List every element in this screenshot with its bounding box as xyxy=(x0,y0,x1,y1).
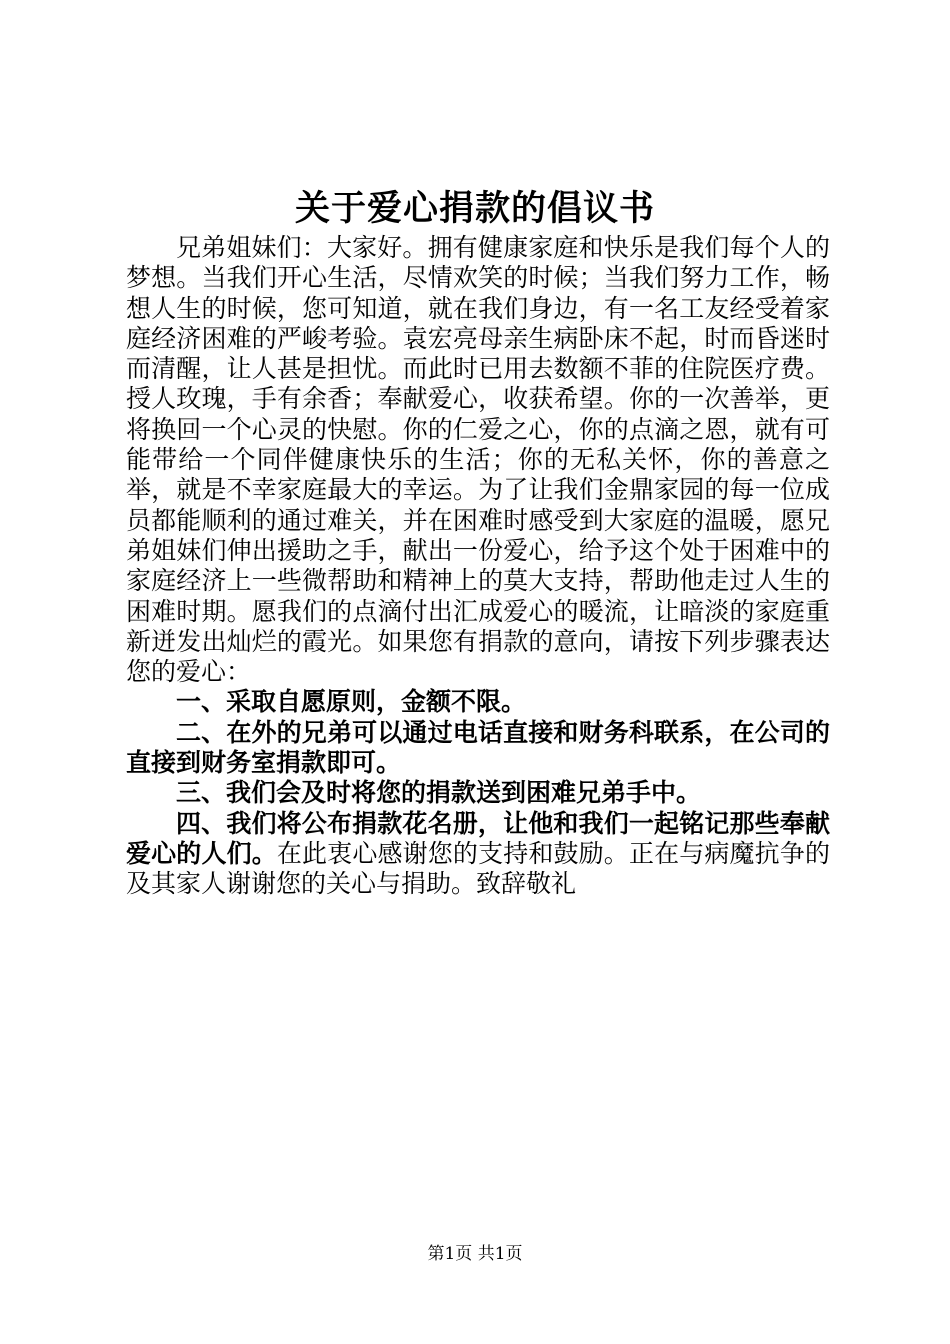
document-body xyxy=(126,233,830,900)
intro-paragraph: 兄弟姐妹们：大家好。拥有健康家庭和快乐是我们每个人的梦想。当我们开心生活，尽情欢笑的时候；当我们努力工作，畅想人生的时候，您可知道，就在我们身边，有一名工友经受着家庭经济困难的严峻考验。袁宏亮母亲生病卧床不起，时而昏迷时而清醒，让人甚是担忧。而此时已用去数额不菲的住院医疗费。授人玫瑰，手有余香；奉献爱心，收获希望。你的一次善举，更将换回一个心灵的快慰。你的仁爱之心，你的点滴之恩，就有可能带给一个同伴健康快乐的生活；你的无私关怀，你的善意之举，就是不幸家庭最大的幸运。为了让我们金鼎家园的每一位成员都能顺利的通过难关，并在困难时感受到大家庭的温暖，愿兄弟姐妹们伸出援助之手，献出一份爱心，给予这个处于困难中的家庭经济上一些微帮助和精神上的莫大支持，帮助他走过人生的困难时期。愿我们的点滴付出汇成爱心的暖流，让暗淡的家庭重新迸发出灿烂的霞光。如果您有捐款的意向，请按下列步骤表达您的爱心： xyxy=(126,233,830,687)
document-title: 关于爱心捐款的倡议书 xyxy=(294,189,655,229)
page-footer: 第1页 共1页 xyxy=(427,1244,523,1264)
step-4-closing-text: 在此衷心感谢您的支持和鼓励。正在与病魔抗争的及其家人谢谢您的关心与捐助。致辞敬礼 xyxy=(126,838,830,899)
step-4-bold-text: 四、我们将公布捐款花名册，让他和我们一起铭记那些奉献爱心的人们。 xyxy=(126,808,830,868)
step-3-paragraph: 三、我们会及时将您的捐款送到困难兄弟手中。 xyxy=(176,778,702,808)
step-1-paragraph: 一、采取自愿原则，金额不限。 xyxy=(176,687,527,717)
step-4-paragraph xyxy=(126,809,830,900)
step-2-paragraph: 二、在外的兄弟可以通过电话直接和财务科联系，在公司的直接到财务室捐款即可。 xyxy=(126,717,830,778)
